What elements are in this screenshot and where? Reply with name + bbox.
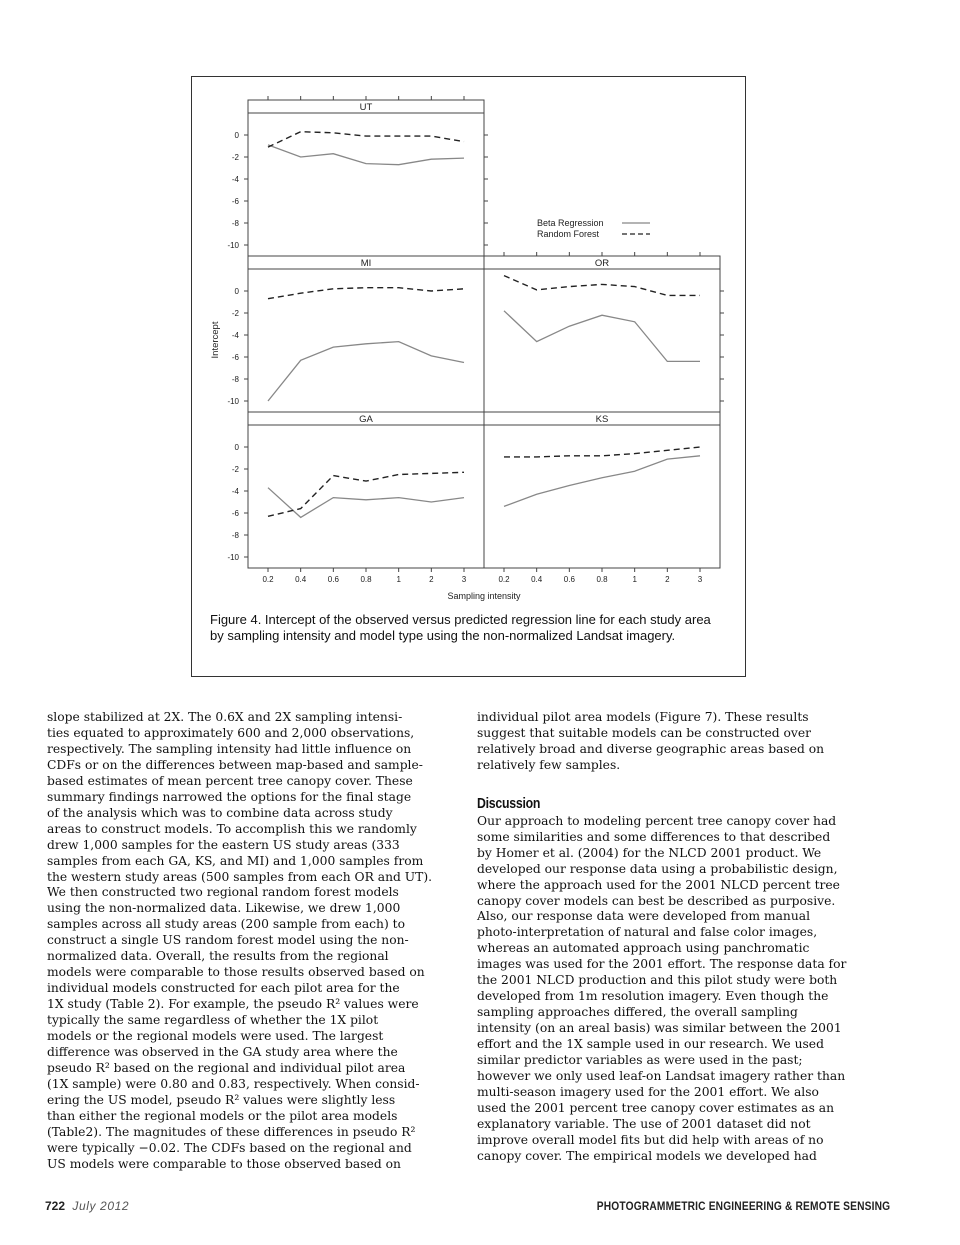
series-line-beta-regression	[504, 456, 700, 507]
text-line: difference was observed in the GA study area where the	[47, 1045, 398, 1060]
series-line-random-forest	[504, 276, 700, 296]
text-line: slope stabilized at 2X. The 0.6X and 2X sampling intensi-	[47, 710, 403, 724]
text-line: normalized data. Overall, the results from the regional	[47, 949, 389, 964]
text-line: developed our response data using a probabilistic design,	[477, 861, 838, 876]
y-tick-label: -2	[231, 465, 239, 474]
text-line: canopy cover models can best be described as purposive.	[477, 893, 836, 908]
y-tick-label: -6	[231, 197, 239, 206]
text-line: areas to construct models. To accomplish this we randomly	[47, 821, 417, 836]
y-tick-label: -8	[231, 531, 239, 540]
journal-name: PHOTOGRAMMETRIC ENGINEERING & REMOTE SENSING	[596, 1199, 890, 1213]
text-line: however we only used leaf-on Landsat imagery rather than	[477, 1069, 846, 1084]
x-tick-label: 0.8	[596, 575, 608, 584]
text-line: where the approach used for the 2001 NLCD percent tree	[477, 877, 840, 892]
text-line: explanatory variable. The use of 2001 dataset did not	[477, 1116, 811, 1131]
text-line: intensity (on an areal basis) was similar between the 2001	[477, 1021, 842, 1036]
text-line: based estimates of mean percent tree canopy cover. These	[47, 773, 413, 788]
x-tick-label: 2	[665, 575, 670, 584]
x-tick-label: 0.6	[327, 575, 339, 584]
section-heading-discussion: Discussion	[477, 794, 541, 812]
x-axis-title: Sampling intensity	[447, 591, 521, 601]
y-tick-label: -4	[231, 487, 239, 496]
text-line: photo-interpretation of natural and false color images,	[477, 925, 818, 940]
x-tick-label: 0.2	[498, 575, 510, 584]
panel-label: OR	[594, 258, 610, 269]
x-tick-label: 3	[697, 575, 703, 584]
y-tick-label: -8	[231, 375, 239, 384]
data-point	[569, 286, 571, 288]
y-tick-label: -2	[231, 309, 239, 318]
x-tick-label: 0.6	[563, 575, 575, 584]
y-tick-label: -6	[231, 353, 239, 362]
text-line: CDFs or on the differences between map-based and sample-	[47, 757, 423, 772]
x-tick-label: 0.8	[360, 575, 372, 584]
text-line: suggest that suitable models can be constructed over	[477, 725, 812, 740]
panel-label: GA	[359, 414, 373, 425]
text-line: models were comparable to those results observed based on	[47, 965, 425, 980]
right-intro-paragraph	[477, 710, 887, 774]
text-line: samples across all study areas (200 sample from each) to	[47, 917, 406, 932]
y-tick-label: -10	[227, 397, 239, 406]
y-tick-label: -6	[231, 509, 239, 518]
series-line-random-forest	[268, 132, 464, 147]
x-tick-label: 0.4	[295, 575, 307, 584]
text-line: (1X sample) were 0.80 and 0.83, respectively. When consid-	[47, 1076, 420, 1091]
y-tick-label: 0	[234, 287, 239, 296]
left-text-column	[47, 710, 457, 1173]
x-tick-label: 3	[461, 575, 467, 584]
panel-label: UT	[359, 102, 373, 113]
text-line: (Table2). The magnitudes of these differences in pseudo R²	[47, 1124, 416, 1139]
issue-date: July 2012	[72, 1199, 130, 1213]
text-line: US models were comparable to those observed based on	[47, 1156, 401, 1171]
y-tick-label: -10	[227, 241, 239, 250]
text-line: samples from each GA, KS, and MI) and 1,000 samples from	[47, 853, 424, 868]
y-tick-label: -4	[231, 175, 239, 184]
data-point	[601, 455, 603, 457]
data-point	[431, 473, 433, 475]
y-tick-label: -8	[231, 219, 239, 228]
text-line: drew 1,000 samples for the eastern US study areas (333	[47, 837, 400, 852]
series-line-random-forest	[504, 447, 700, 457]
text-line: the western study areas (500 samples from each OR and UT).	[47, 869, 433, 884]
text-line: by Homer et al. (2004) for the NLCD 2001 product. We	[477, 845, 822, 860]
series-line-random-forest	[268, 472, 464, 516]
text-line: the 2001 NLCD production and this pilot study were both	[477, 973, 838, 988]
page-number: 722	[45, 1199, 66, 1213]
text-line: typically the same regardless of whether the 1X pilot	[47, 1013, 379, 1028]
text-line: relatively few samples.	[477, 757, 621, 772]
text-line: individual pilot area models (Figure 7). These results	[477, 710, 809, 724]
panel-frame	[248, 100, 484, 256]
text-line: used the 2001 percent tree canopy cover estimates as an	[477, 1100, 835, 1115]
legend-entry: Random Forest	[537, 229, 600, 239]
data-point	[431, 135, 433, 137]
text-line: were typically −0.02. The CDFs based on the regional and	[47, 1140, 412, 1155]
text-line: similar predictor variables as were used in the past;	[477, 1053, 803, 1068]
text-line: Our approach to modeling percent tree canopy cover had	[477, 813, 837, 828]
data-point	[463, 288, 465, 290]
text-line: whereas an automated approach using panchromatic	[477, 941, 810, 956]
series-line-beta-regression	[268, 145, 464, 165]
y-axis-title: Intercept	[210, 321, 221, 359]
y-tick-label: -10	[227, 553, 239, 562]
text-line: some similarities and some differences to that described	[477, 829, 831, 844]
text-line: canopy cover. The empirical models we developed had	[477, 1148, 817, 1163]
series-line-beta-regression	[268, 488, 464, 518]
text-line: ties equated to approximately 600 and 2,000 observations,	[47, 725, 415, 740]
text-line: We then constructed two regional random forest models	[47, 885, 399, 900]
y-tick-label: -2	[231, 153, 239, 162]
text-line: than either the regional models or the pilot area models	[47, 1108, 398, 1123]
x-tick-label: 2	[429, 575, 434, 584]
y-tick-label: 0	[234, 443, 239, 452]
series-line-beta-regression	[268, 342, 464, 401]
panel-frame	[484, 412, 720, 568]
panel-label: MI	[360, 258, 372, 269]
text-line: models or the regional models were used. The largest	[47, 1029, 384, 1044]
text-line: Also, our response data were developed from manual	[477, 909, 811, 924]
figure-caption: Figure 4. Intercept of the observed versus predicted regression line for each study area by sampling intensity and model type using the non-normalized Landsat imagery.	[210, 612, 711, 643]
text-line: pseudo R² based on the regional and individual pilot area	[47, 1060, 406, 1075]
series-line-random-forest	[268, 288, 464, 299]
text-line: images was used for the 2001 effort. The response data for	[477, 957, 847, 972]
y-tick-label: 0	[234, 131, 239, 140]
data-point	[365, 287, 367, 289]
text-line: improve overall model fits but did help with areas of no	[477, 1132, 824, 1147]
text-line: summary findings narrowed the options for the final stage	[47, 789, 412, 804]
text-line: individual models constructed for each pilot area for the	[47, 981, 400, 996]
data-point	[333, 132, 335, 134]
x-tick-label: 0.2	[262, 575, 274, 584]
text-line: 1X study (Table 2). For example, the pseudo R² values were	[47, 997, 419, 1012]
legend-entry: Beta Regression	[537, 218, 604, 228]
x-tick-label: 1	[396, 575, 401, 584]
text-line: ering the US model, pseudo R² values were slightly less	[47, 1092, 396, 1107]
text-line: respectively. The sampling intensity had little influence on	[47, 741, 412, 756]
text-line: relatively broad and diverse geographic areas based on	[477, 741, 825, 756]
text-line: multi-season imagery used for the 2001 effort. We also	[477, 1084, 819, 1099]
x-tick-label: 1	[632, 575, 637, 584]
right-text-column	[477, 710, 887, 1165]
panel-frame	[248, 256, 484, 412]
discussion-paragraph	[477, 814, 887, 1165]
panel-frame	[484, 256, 720, 412]
text-line: construct a single US random forest model using the non-	[47, 933, 409, 948]
footer-page-info	[45, 1199, 129, 1213]
data-point	[667, 295, 669, 297]
text-line: sampling approaches differed, the overall sampling	[477, 1005, 798, 1020]
panel-frame	[248, 412, 484, 568]
text-line: of the analysis which was to combine data across study	[47, 805, 393, 820]
x-tick-label: 0.4	[531, 575, 543, 584]
text-line: developed from 1m resolution imagery. Even though the	[477, 989, 829, 1004]
text-line: using the non-normalized data. Likewise, we drew 1,000	[47, 901, 401, 916]
text-line: effort and the 1X sample used in our research. We used	[477, 1037, 824, 1052]
series-line-beta-regression	[504, 311, 700, 362]
panel-label: KS	[595, 414, 609, 425]
y-tick-label: -4	[231, 331, 239, 340]
